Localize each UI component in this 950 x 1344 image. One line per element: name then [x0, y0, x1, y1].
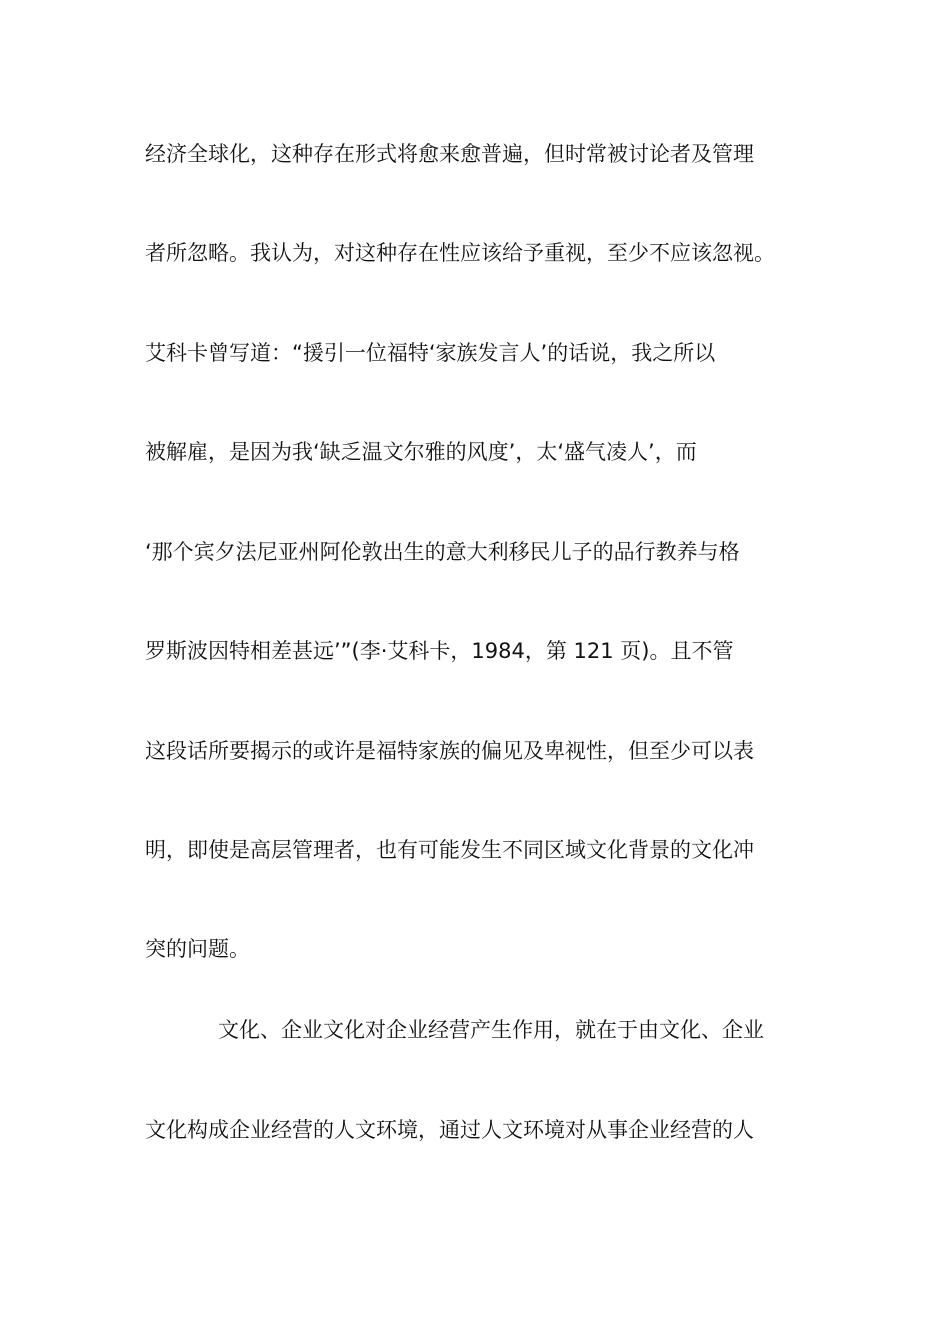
text-line: 这段话所要揭示的或许是福特家族的偏见及卑视性，但至少可以表 — [145, 739, 754, 763]
text-line: 文化构成企业经营的人文环境，通过人文环境对从事企业经营的人 — [145, 1118, 754, 1142]
text-line: 明，即使是高层管理者，也有可能发生不同区域文化背景的文化冲 — [145, 838, 754, 862]
text-line: 罗斯波因特相差甚远’”(李·艾科卡，1984，第 121 页)。且不管 — [145, 639, 734, 663]
text-line: ‘那个宾夕法尼亚州阿伦敦出生的意大利移民儿子的品行教养与格 — [145, 540, 740, 564]
text-line: 被解雇，是因为我‘缺乏温文尔雅的风度’，太‘盛气凌人’，而 — [145, 440, 697, 464]
text-line: 经济全球化，这种存在形式将愈来愈普遍，但时常被讨论者及管理 — [145, 142, 754, 166]
paragraph-first-line: 文化、企业文化对企业经营产生作用，就在于由文化、企业 — [218, 1018, 764, 1042]
text-line: 艾科卡曾写道：“援引一位福特‘家族发言人’的话说，我之所以 — [145, 341, 716, 365]
text-line: 突的问题。 — [145, 937, 250, 961]
text-line: 者所忽略。我认为，对这种存在性应该给予重视，至少不应该忽视。 — [145, 241, 775, 265]
